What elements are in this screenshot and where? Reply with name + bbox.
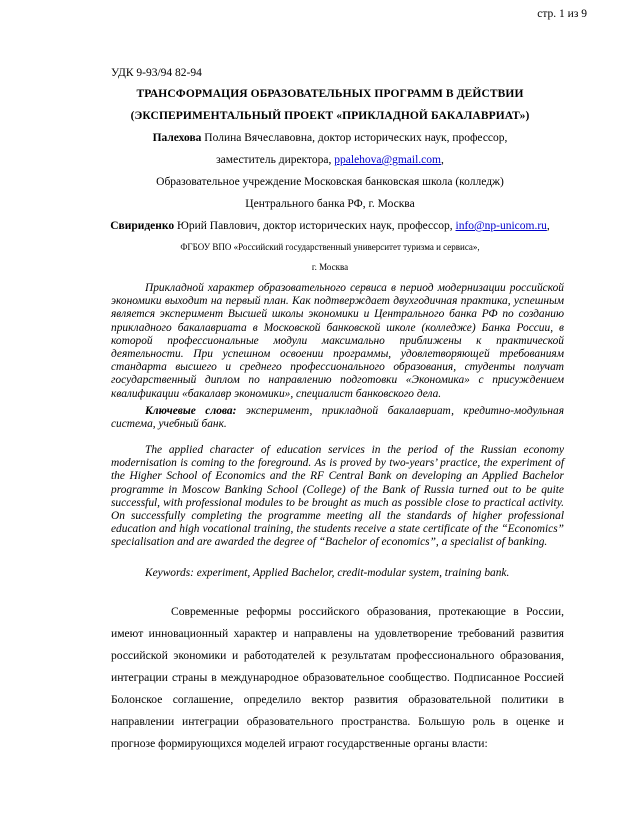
- author1-surname: Палехова: [152, 132, 202, 144]
- keywords-ru-text: эксперимент, прикладной бакалавриат, кредитно-модульная система, учебный банк.: [111, 405, 564, 431]
- abstract-russian: Прикладной характер образовательного сервиса в период модернизации российской экономики выходит на первый план. Как подтверждает двухгодичная практика, успешным является эксперимент Высшей школы экономики и Центрального банка РФ по созданию прикладного бакалавриата в Московской банковской школе (колледже) Банка России, в которой профессиональные модули максимально приближены к практической деятельности. При успешном освоении программы, удовлетворяющей требованиям стандарта высшего и среднего профессионального образования, студенты получат государственный диплом по направлению подготовки «Экономика» с присуждением квалификации «бакалавр экономики», специалист банковского дела.: [111, 282, 564, 400]
- author1-position-line: [100, 154, 560, 166]
- author1-position-suffix: ,: [440, 154, 444, 166]
- author1-org-line-2: Центрального банка РФ, г. Москва: [245, 198, 415, 210]
- author1-details: Полина Вячеславовна, доктор исторических наук, профессор,: [201, 132, 508, 144]
- keywords-english: [111, 567, 564, 580]
- author2-line: [100, 220, 560, 232]
- author1-org-line-1: Образовательное учреждение Московская банковская школа (колледж): [156, 176, 504, 188]
- author2-email-link[interactable]: info@np-unicom.ru: [455, 220, 547, 232]
- author1-email-link[interactable]: ppalehova@gmail.com: [334, 154, 441, 166]
- title-line-2: (ЭКСПЕРИМЕНТАЛЬНЫЙ ПРОЕКТ «ПРИКЛАДНОЙ БАКАЛАВРИАТ»): [130, 110, 530, 122]
- author2-suffix: ,: [546, 220, 550, 232]
- keywords-ru-label: Ключевые слова:: [145, 405, 237, 417]
- author2-details: Юрий Павлович, доктор исторических наук, профессор,: [174, 220, 456, 232]
- keywords-en-text: : experiment, Applied Bachelor, credit-modular system, training bank.: [190, 567, 510, 579]
- abstract-english: The applied character of education services in the period of the Russian economy modernisation is coming to the foreground. As is proved by two-years’ practice, the experiment of the Higher School of Economics and the RF Central Bank on developing an Applied Bachelor programme in Moscow Banking School (College) of the Bank of Russia turned out to be quite successful, with professional modules to be brought as much as possible close to practical activity. On successfully completing the programme meeting all the standards of higher professional education and high vocational training, the students receive a state certificate of the “Economics” specialisation and are awarded the degree of “Bachelor of economics”, a specialist of banking.: [111, 444, 564, 549]
- keywords-en-label: Keywords: [145, 567, 191, 579]
- udk-code: УДК 9-93/94 82-94: [111, 67, 202, 79]
- author1-position: заместитель директора,: [216, 154, 335, 166]
- keywords-russian: [111, 405, 564, 431]
- author2-org-line-1: ФГБОУ ВПО «Российский государственный университет туризма и сервиса»,: [180, 242, 480, 252]
- author1-line: [100, 132, 560, 144]
- author2-surname: Свириденко: [110, 220, 175, 232]
- title-line-1: ТРАНСФОРМАЦИЯ ОБРАЗОВАТЕЛЬНЫХ ПРОГРАММ В ДЕЙСТВИИ: [136, 88, 524, 100]
- author2-org-line-2: г. Москва: [311, 262, 349, 272]
- page-number: стр. 1 из 9: [537, 8, 587, 20]
- body-paragraph: Современные реформы российского образования, протекающие в России, имеют инновационный характер и направлены на удовлетворение требований развития российской экономики и работодателей к результатам профессионального образования, интеграции страны в международное образовательное сообщество. Подписанное Россией Болонское соглашение, определило вектор развития образовательной политики в направлении интеграции образовательного пространства. Большую роль в оценке и прогнозе формирующихся моделей играют государственные органы власти:: [111, 605, 564, 750]
